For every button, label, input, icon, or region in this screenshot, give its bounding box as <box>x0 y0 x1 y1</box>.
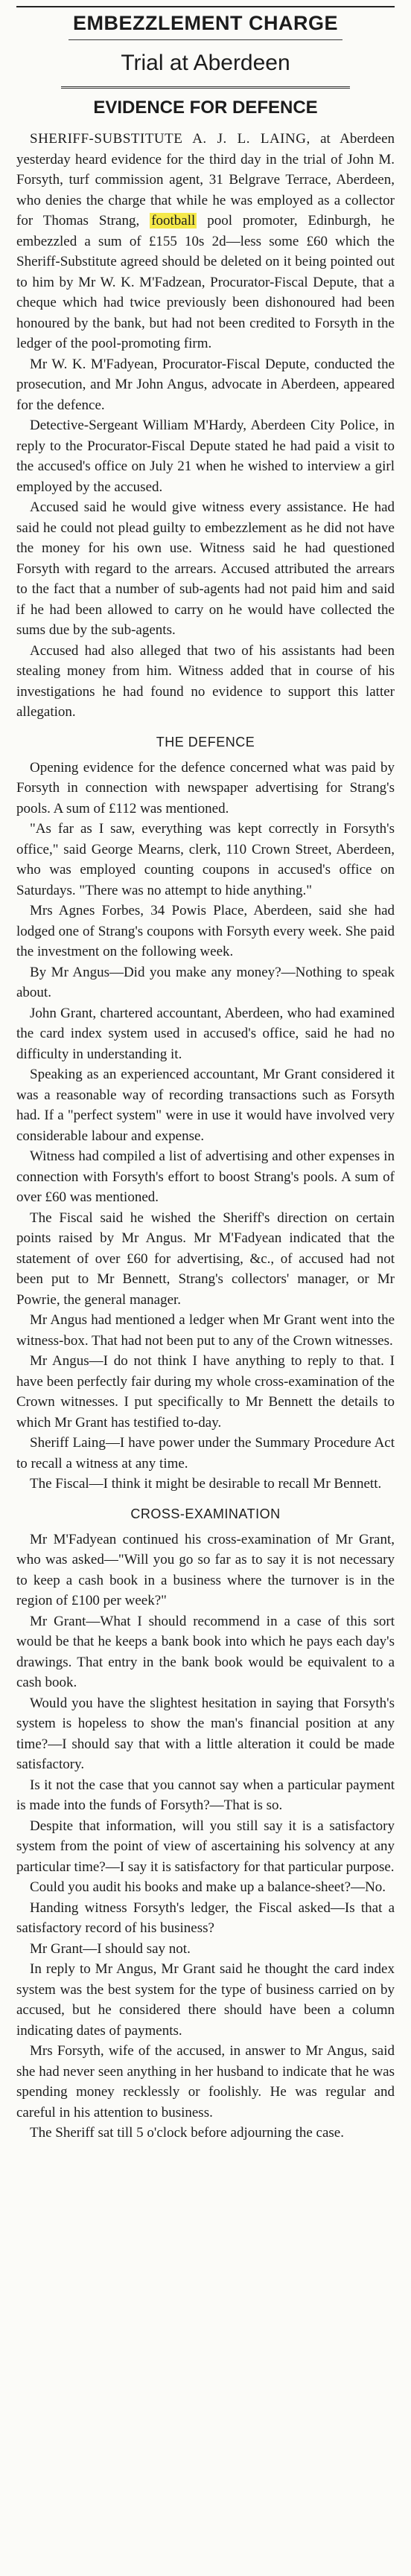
deck-heading: EVIDENCE FOR DEFENCE <box>93 98 318 118</box>
paragraph: Mr Angus had mentioned a ledger when Mr Grant went into the witness-box. That had not been put to any of the Crown witnesses. <box>16 1312 395 1349</box>
lead-paragraph <box>16 129 395 354</box>
paragraph: Mr W. K. M'Fadyean, Procurator-Fiscal Depute, conducted the prosecution, and Mr John Angus, advocate in Aberdeen, appeared for the defence. <box>16 356 395 413</box>
paragraph: Mr Grant—I should say not. <box>30 1940 191 1957</box>
paragraph: Mr Angus—I do not think I have anything to reply to that. I have been perfectly fair during my whole cross-examination of the Crown witnesses. I put specifically to Mr Bennett the details to which Mr Grant has testified to-day. <box>16 1353 395 1431</box>
headline-rule <box>68 39 342 40</box>
body-section-3 <box>16 1530 395 2144</box>
body-section-2 <box>16 758 395 1495</box>
section-heading-defence: THE DEFENCE <box>156 734 255 750</box>
paragraph: Would you have the slightest hesitation in saying that Forsyth's system is hopeless to show the man's financial position at any time?—I should say that with a little alteration it could be made satisfactory. <box>16 1695 395 1772</box>
lead-text-after: pool promoter, Edinburgh, he embezzled a sum of £155 10s 2d—less some £60 which the Sheriff-Substitute agreed should be deleted on it being pointed out to him by Mr W. K. M'Fadzean, Procurator-Fiscal Depute, that a cheque which had twice previously been dishonoured had been honoured by the bank, but had not been credited to Forsyth in the ledger of the pool-promoting firm. <box>16 213 395 351</box>
paragraph: The Fiscal said he wished the Sheriff's direction on certain points raised by Mr Angus. Mr M'Fadyean indicated that the statement of over £60 for advertising, &c., of accused had not been put to Mr Bennett, Strang's collectors' manager, or Mr Powrie, the general manager. <box>16 1209 395 1308</box>
paragraph: Detective-Sergeant William M'Hardy, Aberdeen City Police, in reply to the Procurator-Fiscal Depute stated he had paid a visit to the accused's office on July 21 when he wished to interview a girl employed by the accused. <box>16 418 395 495</box>
paragraph: Mr Grant—What I should recommend in a case of this sort would be that he keeps a bank book into which he pays each day's drawings. That entry in the bank book would be equivalent to a cash book. <box>16 1613 395 1690</box>
body-section-1 <box>16 354 395 723</box>
paragraph: John Grant, chartered accountant, Aberdeen, who had examined the card index system used in accused's office, said he had no difficulty in understanding it. <box>16 1005 395 1062</box>
section-heading-cross-examination: CROSS-EXAMINATION <box>130 1506 281 1521</box>
lead-opening: SHERIFF-SUBSTITUTE A. J. L. LAING, <box>30 131 310 147</box>
paragraph: Mr M'Fadyean continued his cross-examination of Mr Grant, who was asked—"Will you go so far as to say it is not necessary to keep a cash book in a business where the turnover is in the region of £100 per week?" <box>16 1531 395 1608</box>
paragraph: Is it not the case that you cannot say when a particular payment is made into the funds of Forsyth?—That is so. <box>16 1777 395 1813</box>
subheadline: Trial at Aberdeen <box>121 51 290 75</box>
lead-text-before: at Aberdeen yesterday heard evidence for the third day in the trial of John M. Forsyth, turf commission agent, 31 Belgrave Terrace, Aberdeen, who denies the charge that while he was employed as a collector for Thomas Strang, <box>16 131 395 228</box>
top-rule <box>16 6 395 7</box>
paragraph: Despite that information, will you still say it is a satisfactory system from the point of view of ascertaining his solvency at any particular time?—I say it is satisfactory for that particular purpose. <box>16 1818 395 1875</box>
paragraph: The Sheriff sat till 5 o'clock before adjourning the case. <box>30 2125 344 2141</box>
headline: EMBEZZLEMENT CHARGE <box>73 12 338 34</box>
paragraph: "As far as I saw, everything was kept correctly in Forsyth's office," said George Mearns, clerk, 110 Crown Street, Aberdeen, who was employed counting coupons in accused's office on Saturdays. "There was no attempt to hide anything." <box>16 821 395 898</box>
paragraph: Sheriff Laing—I have power under the Summary Procedure Act to recall a witness at any time. <box>16 1435 395 1471</box>
paragraph: The Fiscal—I think it might be desirable to recall Mr Bennett. <box>30 1476 382 1492</box>
paragraph: Witness had compiled a list of advertising and other expenses in connection with Forsyth's effort to boost Strang's pools. A sum of over £60 was mentioned. <box>16 1148 395 1205</box>
paragraph: Speaking as an experienced accountant, Mr Grant considered it was a reasonable way of recording transactions such as Forsyth had. If a "perfect system" were in use it would have involved very considerable labour and expense. <box>16 1067 395 1144</box>
paragraph: Accused had also alleged that two of his assistants had been stealing money from him. Witness added that in course of his investigations he had found no evidence to support this latter allegation. <box>16 642 395 720</box>
paragraph: Accused said he would give witness every assistance. He had said he could not plead guilty to embezzlement as he did not have the money for his own use. Witness said he had questioned Forsyth with regard to the arrears. Accused attributed the arrears to the fact that a number of sub-agents had not paid him and said if he had been allowed to carry on he would have collected the sums due by the sub-agents. <box>16 499 395 638</box>
paragraph: Mrs Forsyth, wife of the accused, in answer to Mr Angus, said she had never seen anything in her husband to indicate that he was spending money recklessly or foolishly. He was regular and careful in his attention to business. <box>16 2043 395 2120</box>
highlighted-word: football <box>151 213 196 228</box>
paragraph: Could you audit his books and make up a balance-sheet?—No. <box>30 1879 386 1895</box>
paragraph: Opening evidence for the defence concerned what was paid by Forsyth in connection with newspaper advertising for Strang's pools. A sum of £112 was mentioned. <box>16 759 395 816</box>
paragraph: In reply to Mr Angus, Mr Grant said he thought the card index system was the best system for the type of business carried on by accused, but he considered there should have been a column indicating dates of payments. <box>16 1961 395 2039</box>
paragraph: By Mr Angus—Did you make any money?—Nothing to speak about. <box>16 964 395 1000</box>
paragraph: Handing witness Forsyth's ledger, the Fiscal asked—Is that a satisfactory record of his business? <box>16 1899 395 1936</box>
paragraph: Mrs Agnes Forbes, 34 Powis Place, Aberdeen, said she had lodged one of Strang's coupons with Forsyth every week. She paid the investment on the following week. <box>16 903 395 959</box>
subhead-rule <box>61 86 350 89</box>
